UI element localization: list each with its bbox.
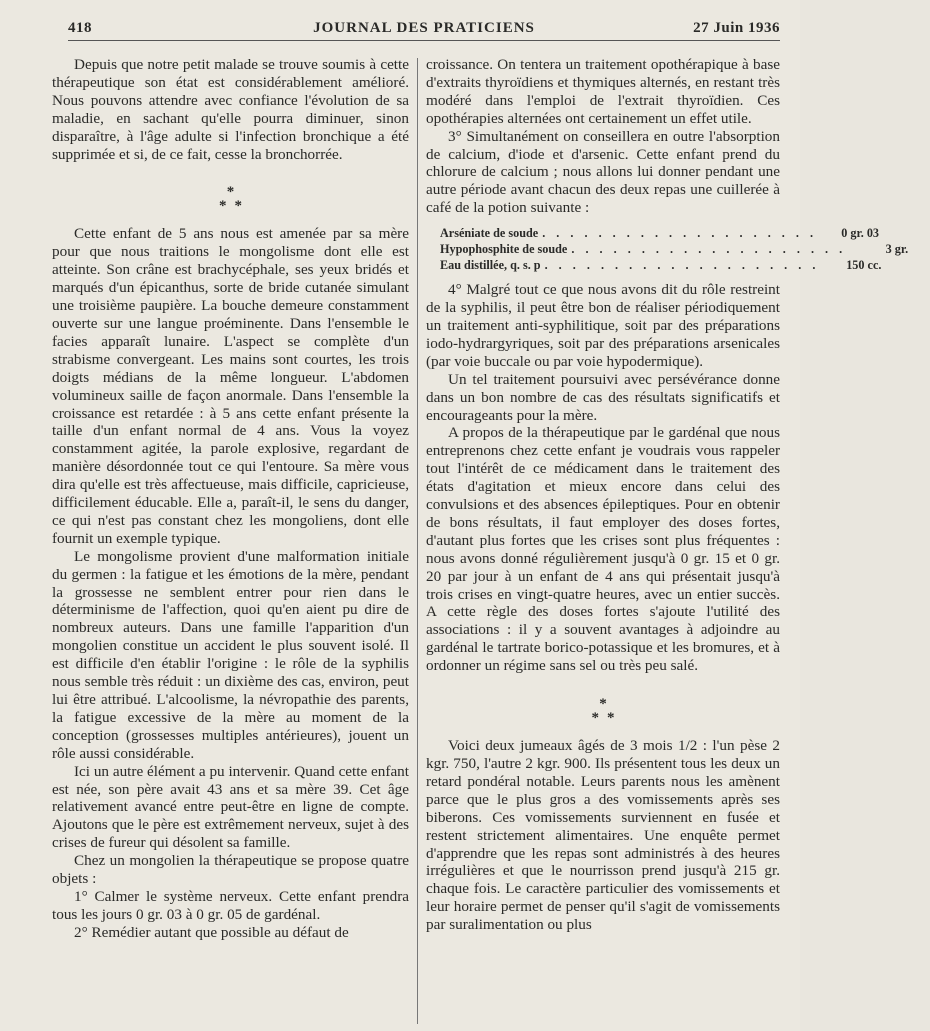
paragraph: Cette enfant de 5 ans nous est amenée par sa mère pour que nous traitions le mongolisme dont elle est atteinte. Son crâne est brachycéphale, ses yeux bridés et marqués d'un épicanthus, sorte de bride cutanée simulant une troisième paupière. La bouche demeure constamment ouverte sur une langue proéminente. Dans l'ensemble le facies apparaît lunaire. L'aspect se complète d'un strabisme convergeant. Les mains sont courtes, les trois doigts médians de la même longueur. L'abdomen volumineux saille de façon anormale. Dans l'ensemble la croissance est retardée : à 5 ans cette enfant présente la taille d'un enfant normal de 4 ans. Vous la voyez constamment agitée, la parole explosive, regardant de manière désordonnée tout ce qui l'entoure. Sa mère vous dira qu'elle est très affectueuse, mais difficile, capricieuse, difficilement éducable. Elle a, paraît-il, le sens du danger, ce qui n'est pas constant chez les mongoliens, dont elle fournit un exemple typique. xyxy=(52,225,409,547)
ingredient-name: Eau distillée, q. s. p xyxy=(440,258,541,273)
paragraph: Un tel traitement poursuivi avec persévérance donne dans un bon nombre de cas des résultats significatifs et encourageants pour la mère. xyxy=(426,370,780,424)
left-column xyxy=(52,56,409,942)
column-divider xyxy=(417,58,418,1024)
journal-title: JOURNAL DES PRATICIENS xyxy=(313,20,535,36)
ingredient-name: Hypophosphite de soude xyxy=(440,242,568,257)
right-column xyxy=(426,56,909,934)
separator-stars: ** xyxy=(219,198,250,215)
running-header xyxy=(68,14,780,42)
ingredient-name: Arséniate de soude xyxy=(440,226,539,241)
paragraph: Voici deux jumeaux âgés de 3 mois 1/2 : l'un pèse 2 kgr. 750, l'autre 2 kgr. 900. Ils présentent tous les deux un retard pondéral notable. Leurs parents nous les amènent parce que le plus gros a des vomissements après ses biberons. Ces vomissements surviennent en fusée et restent strictement alimentaires. Une enquête permet d'apprendre que les repas sont administrés à des heures irrégulières et que le nourrisson prend jusqu'à 215 gr. chaque fois. Le caractère particulier des vomissements et leur horaire permet de penser qu'il s'agit de vomissements par suralimentation ou plus xyxy=(426,737,780,934)
ingredient-dose: 150 cc. xyxy=(846,258,882,273)
paragraph: 2° Remédier autant que possible au défaut de xyxy=(74,923,349,941)
paragraph: Chez un mongolien la thérapeutique se propose quatre objets : xyxy=(52,852,409,888)
leader-dots: . . . . . . . . . . . . . . . . . . . . xyxy=(571,242,847,257)
prescription-row xyxy=(440,241,909,257)
ingredient-dose: 3 gr. xyxy=(885,242,909,257)
prescription-row xyxy=(440,257,882,273)
issue-date: 27 Juin 1936 xyxy=(693,20,780,36)
section-separator xyxy=(52,185,409,213)
page-number: 418 xyxy=(68,20,92,36)
prescription-row xyxy=(440,225,880,241)
ingredient-dose: 0 gr. 03 xyxy=(841,226,880,241)
paragraph: Depuis que notre petit malade se trouve soumis à cette thérapeutique son état est considérablement amélioré. Nous pouvons attendre avec confiance l'évolution de sa maladie, en sachant qu'elle pourra diminuer, sinon disparaître, à l'âge adulte si l'infection bronchique a été supprimée et si, de ce fait, cesse la bronchorrée. xyxy=(52,56,409,163)
leader-dots: . . . . . . . . . . . . . . . . . . . . xyxy=(542,226,818,241)
header-rule xyxy=(68,40,780,41)
paragraph: Ici un autre élément a pu intervenir. Quand cette enfant est née, son père avait 43 ans et sa mère 39. Cet âge relativement avancé entre peut-être en ligne de compte. Ajoutons que le père est extrêmement nerveux, sujet à des crises de fureur qui désolent sa famille. xyxy=(52,762,409,852)
paragraph: A propos de la thérapeutique par le gardénal que nous entreprenons chez cette enfant je voudrais vous rappeler tout l'intérêt de ce médicament dans le traitement des états d'agitation et mieux encore dans celui des convulsions et des absences épileptiques. Pour en obtenir de bons résultats, il faut employer des doses fortes, d'autant plus fortes que les crises sont plus fréquentes : nous avons donné régulièrement jusqu'à 0 gr. 15 et 0 gr. 20 par jour à un enfant de 4 ans qui présentait jusqu'à trois crises en vingt-quatre heures, avec un entier succès. A cette règle des doses fortes s'ajoute l'utilité des associations : il y a souvent avantages à adjoindre au gardénal le tartrate borico-potassique et les bromures, et à ordonner un régime sans sel ou très peu salé. xyxy=(426,424,780,675)
prescription xyxy=(440,225,909,273)
separator-star: * xyxy=(226,184,235,201)
paragraph: 4° Malgré tout ce que nous avons dit du rôle restreint de la syphilis, il peut être bon de réaliser périodiquement un traitement anti-syphilitique, soit par des préparations iodo-hydrargyriques, soit par des préparations arsenicales (par voie buccale ou par voie hypodermique). xyxy=(426,281,780,370)
paragraph: Le mongolisme provient d'une malformation initiale du germen : la fatigue et les émotions de la mère, pendant la grossesse ne semblent entrer pour rien dans le déterminisme de l'affection, quoi qu'en aient pu dire de nombreux auteurs. Dans une famille l'apparition d'un mongolien constitue un accident le plus souvent isolé. Il est difficile d'en établir l'origine : le rôle de la syphilis nous semble très réduit : un dixième des cas, environ, peut lui être attribué. L'alcoolisme, la névropathie des parents, la fatigue excessive de la mère au moment de la conception (grossesses multiples antérieures), jouent un rôle aussi considérable. xyxy=(52,547,409,762)
paragraph: 3° Simultanément on conseillera en outre l'absorption de calcium, d'iode et d'arsenic. Cette enfant prend du chlorure de calcium ; nous allons lui donner pendant une autre période avant chacun des deux repas une cuillerée à café de la potion suivante : xyxy=(426,127,780,217)
paragraph: croissance. On tentera un traitement opothérapique à base d'extraits thyroïdiens et thymiques alternés, en restant très modéré dans l'emploi de l'extrait thyroïdien. Ces opothérapies alternées ont certainement un effet utile. xyxy=(426,56,780,127)
leader-dots: . . . . . . . . . . . . . . . . . . . . xyxy=(544,258,820,273)
separator-star: * xyxy=(599,696,607,713)
separator-stars: ** xyxy=(591,710,623,727)
section-separator xyxy=(426,697,780,725)
paragraph: 1° Calmer le système nerveux. Cette enfant prendra tous les jours 0 gr. 03 à 0 gr. 05 de gardénal. xyxy=(52,887,409,923)
